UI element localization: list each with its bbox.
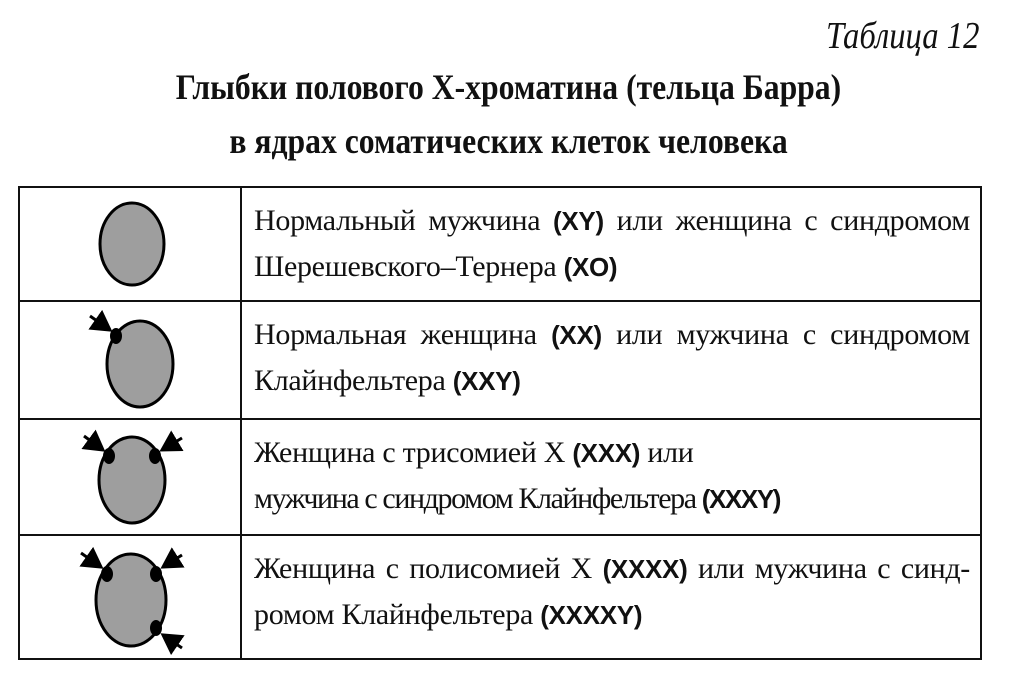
table-row bbox=[20, 536, 980, 658]
arrow-icon bbox=[163, 555, 182, 567]
barr-body bbox=[149, 448, 161, 464]
description-line: Нормальная женщина (XX) или мужчина с синдромом bbox=[254, 318, 970, 351]
description-line: мужчина с синдромом Клайнфельтера (XXXY) bbox=[254, 482, 781, 515]
arrow-icon bbox=[90, 316, 110, 330]
arrow-icon bbox=[163, 635, 182, 648]
barr-body bbox=[110, 328, 122, 344]
nucleus-figure bbox=[20, 420, 240, 534]
title-line-1: Глыбки полового Х-хроматина (тельца Барра) bbox=[175, 67, 842, 107]
barr-body-table bbox=[18, 186, 982, 660]
nucleus-figure bbox=[20, 302, 240, 418]
description-line: ромом Клайнфельтера (XXXXY) bbox=[254, 598, 643, 631]
barr-body bbox=[150, 620, 162, 636]
arrow-icon bbox=[162, 438, 182, 450]
arrow-icon bbox=[84, 436, 103, 450]
page-title bbox=[0, 60, 1017, 168]
description-line: Клайнфельтера (XXY) bbox=[254, 364, 521, 397]
nucleus-figure bbox=[20, 188, 240, 300]
nucleus-cell bbox=[20, 302, 242, 418]
table-number: Таблица 12 bbox=[825, 15, 979, 57]
barr-body bbox=[101, 566, 113, 582]
description-line: Женщина с полисомией X (XXXX) или мужчина с синд- bbox=[254, 552, 970, 585]
description-line: Шерешевского–Тернера (XO) bbox=[254, 250, 618, 283]
description-line: Нормальный мужчина (XY) или женщина с синдромом bbox=[254, 204, 970, 237]
arrow-icon bbox=[81, 553, 101, 567]
nucleus-figure bbox=[20, 536, 240, 658]
row-description bbox=[254, 198, 970, 290]
table-row bbox=[20, 302, 980, 420]
row-description bbox=[254, 546, 970, 638]
table-row bbox=[20, 420, 980, 536]
nucleus-cell bbox=[20, 420, 242, 534]
row-description bbox=[254, 430, 970, 522]
row-description bbox=[254, 312, 970, 404]
description-line: Женщина с трисомией X (XXX) или bbox=[254, 436, 694, 469]
barr-body bbox=[103, 448, 115, 464]
title-line-2: в ядрах соматических клеток человека bbox=[229, 121, 788, 161]
nucleus-cell bbox=[20, 536, 242, 658]
table-row bbox=[20, 188, 980, 302]
nucleus-cell bbox=[20, 188, 242, 300]
barr-body bbox=[150, 566, 162, 582]
nucleus bbox=[100, 203, 164, 285]
